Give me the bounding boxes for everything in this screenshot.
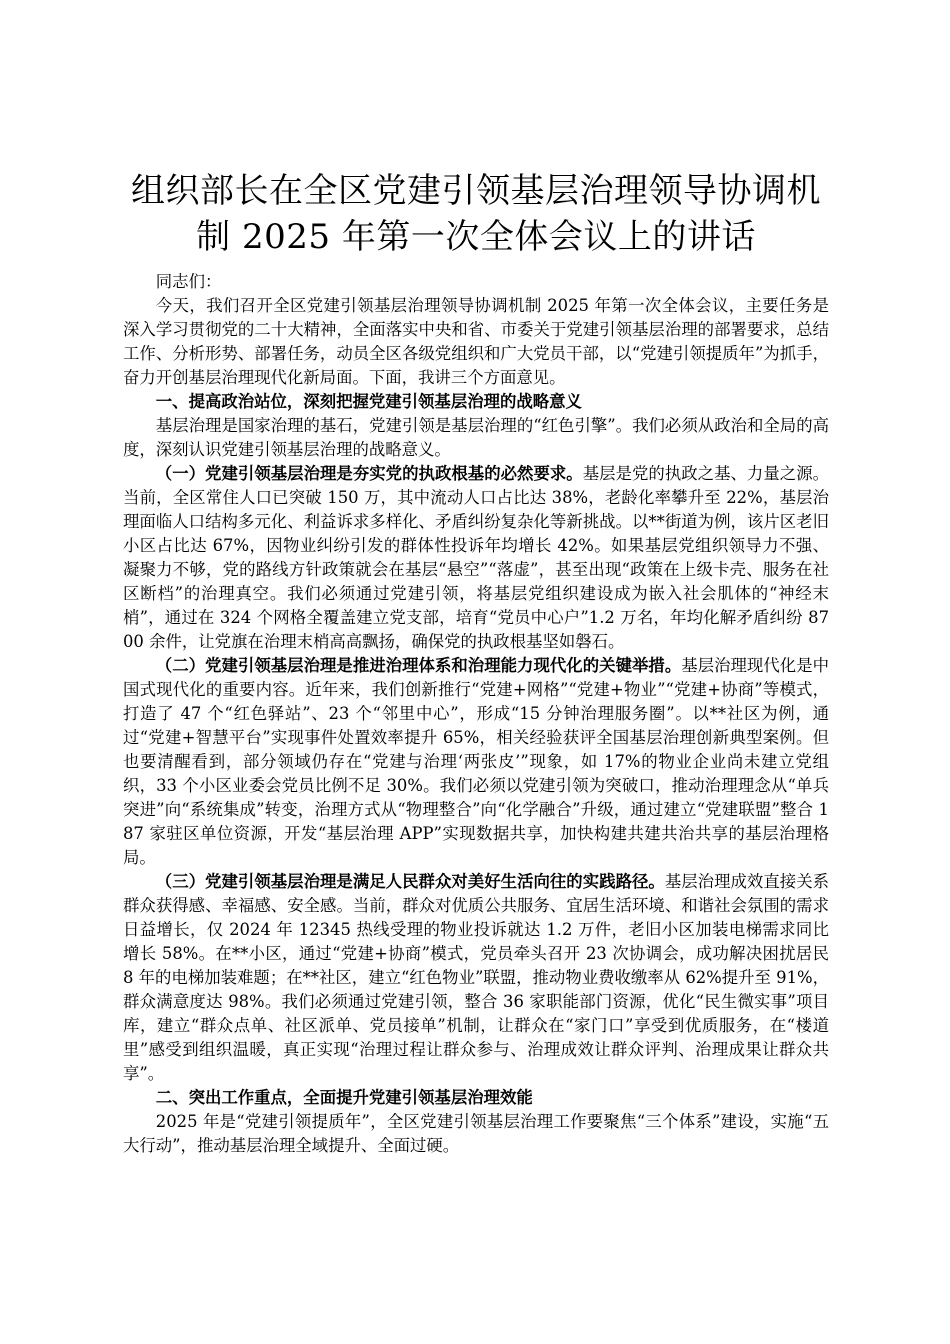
salutation: 同志们： (155, 272, 222, 291)
point-1-lead: （一）党建引领基层治理是夯实党的执政根基的必然要求。 (155, 464, 583, 483)
point-1-body: 基层是党的执政之基、力量之源。当前，全区常住人口已突破 150 万，其中流动人口占比达 38%，老龄化率攀升至 22%，基层治理面临人口结构多元化、利益诉求多样化、矛盾纠纷复杂化等新挑战。以**街道为例，该片区老旧小区占比达 67%，因物业纠纷引发的群体性投诉年均增长 42%。如果基层党组织领导力不强、凝聚力不够，党的路线方针政策就会在基层“悬空”“落虚”，甚至出现“政策在上级卡壳、服务在社区断档”的治理真空。我们必须通过党建引领，将基层党组织建设成为嵌入社会肌体的“神经末梢”，通过在 324 个网格全覆盖建立党支部，培育“党员中心户”1.2 万名，年均化解矛盾纠纷 8700 余件，让党旗在治理末梢高高飘扬，确保党的执政根基坚如磐石。 (123, 464, 830, 651)
point-2-body: 基层治理现代化是中国式现代化的重要内容。近年来，我们创新推行“党建+网格”“党建+物业”“党建+协商”等模式，打造了 47 个“红色驿站”、23 个“邻里中心”，形成“15 分钟治理服务圈”。以**社区为例，通过“党建+智慧平台”实现事件处置效率提升 65%，相关经验获评全国基层治理创新典型案例。但也要清醒看到，部分领域仍存在“党建与治理‘两张皮’”现象，如 17%的物业企业尚未建立党组织，33 个小区业委会党员比例不足 30%。我们必须以党建引领为突破口，推动治理理念从“单兵突进”向“系统集成”转变，治理方式从“物理整合”向“化学融合”升级，通过建立“党建联盟”整合 187 家驻区单位资源，开发“基层治理 APP”实现数据共享，加快构建共建共治共享的基层治理格局。 (123, 656, 830, 867)
intro-paragraph: 今天，我们召开全区党建引领基层治理领导协调机制 2025 年第一次全体会议，主要任务是深入学习贯彻党的二十大精神，全面落实中央和省、市委关于党建引领基层治理的部署要求，总结工作、分析形势、部署任务，动员全区各级党组织和广大党员干部，以“党建引领提质年”为抓手，奋力开创基层治理现代化新局面。下面，我讲三个方面意见。 (123, 296, 829, 387)
point-2-lead: （二）党建引领基层治理是推进治理体系和治理能力现代化的关键举措。 (155, 656, 682, 675)
section-2-intro: 2025 年是“党建引领提质年”，全区党建引领基层治理工作要聚焦“三个体系”建设，实施“五大行动”，推动基层治理全域提升、全面过硬。 (123, 1112, 829, 1155)
point-1-paragraph (123, 462, 829, 654)
document-page (123, 168, 829, 1158)
document-title (123, 168, 829, 260)
title-line-2: 制 2025 年第一次全体会议上的讲话 (196, 217, 756, 257)
section-1-intro: 基层治理是国家治理的基石，党建引领是基层治理的“红色引擎”。我们必须从政治和全局的高度，深刻认识党建引领基层治理的战略意义。 (123, 416, 829, 459)
section-2-heading: 二、突出工作重点，全面提升党建引领基层治理效能 (155, 1088, 533, 1107)
point-2-paragraph (123, 654, 829, 870)
point-3-body: 基层治理成效直接关系群众获得感、幸福感、安全感。当前，群众对优质公共服务、宜居生活环境、和谐社会氛围的需求日益增长，仅 2024 年 12345 热线受理的物业投诉就达 1.2 万件，老旧小区加装电梯需求同比增长 58%。在**小区，通过“党建+协商”模式，党员牵头召开 23 次协调会，成功解决困扰居民 8 年的电梯加装难题；在**社区，建立“红色物业”联盟，推动物业费收缴率从 62%提升至 91%，群众满意度达 98%。我们必须通过党建引领，整合 36 家职能部门资源，优化“民生微实事”项目库，建立“群众点单、社区派单、党员接单”机制，让群众在“家门口”享受到优质服务，在“楼道里”感受到组织温暖，真正实现“治理过程让群众参与、治理成效让群众评判、治理成果让群众共享”。 (123, 872, 830, 1083)
point-3-paragraph (123, 870, 829, 1086)
title-line-1: 组织部长在全区党建引领基层治理领导协调机 (131, 171, 821, 211)
point-3-lead: （三）党建引领基层治理是满足人民群众对美好生活向往的实践路径。 (155, 872, 665, 891)
section-1-heading: 一、提高政治站位，深刻把握党建引领基层治理的战略意义 (155, 392, 582, 411)
